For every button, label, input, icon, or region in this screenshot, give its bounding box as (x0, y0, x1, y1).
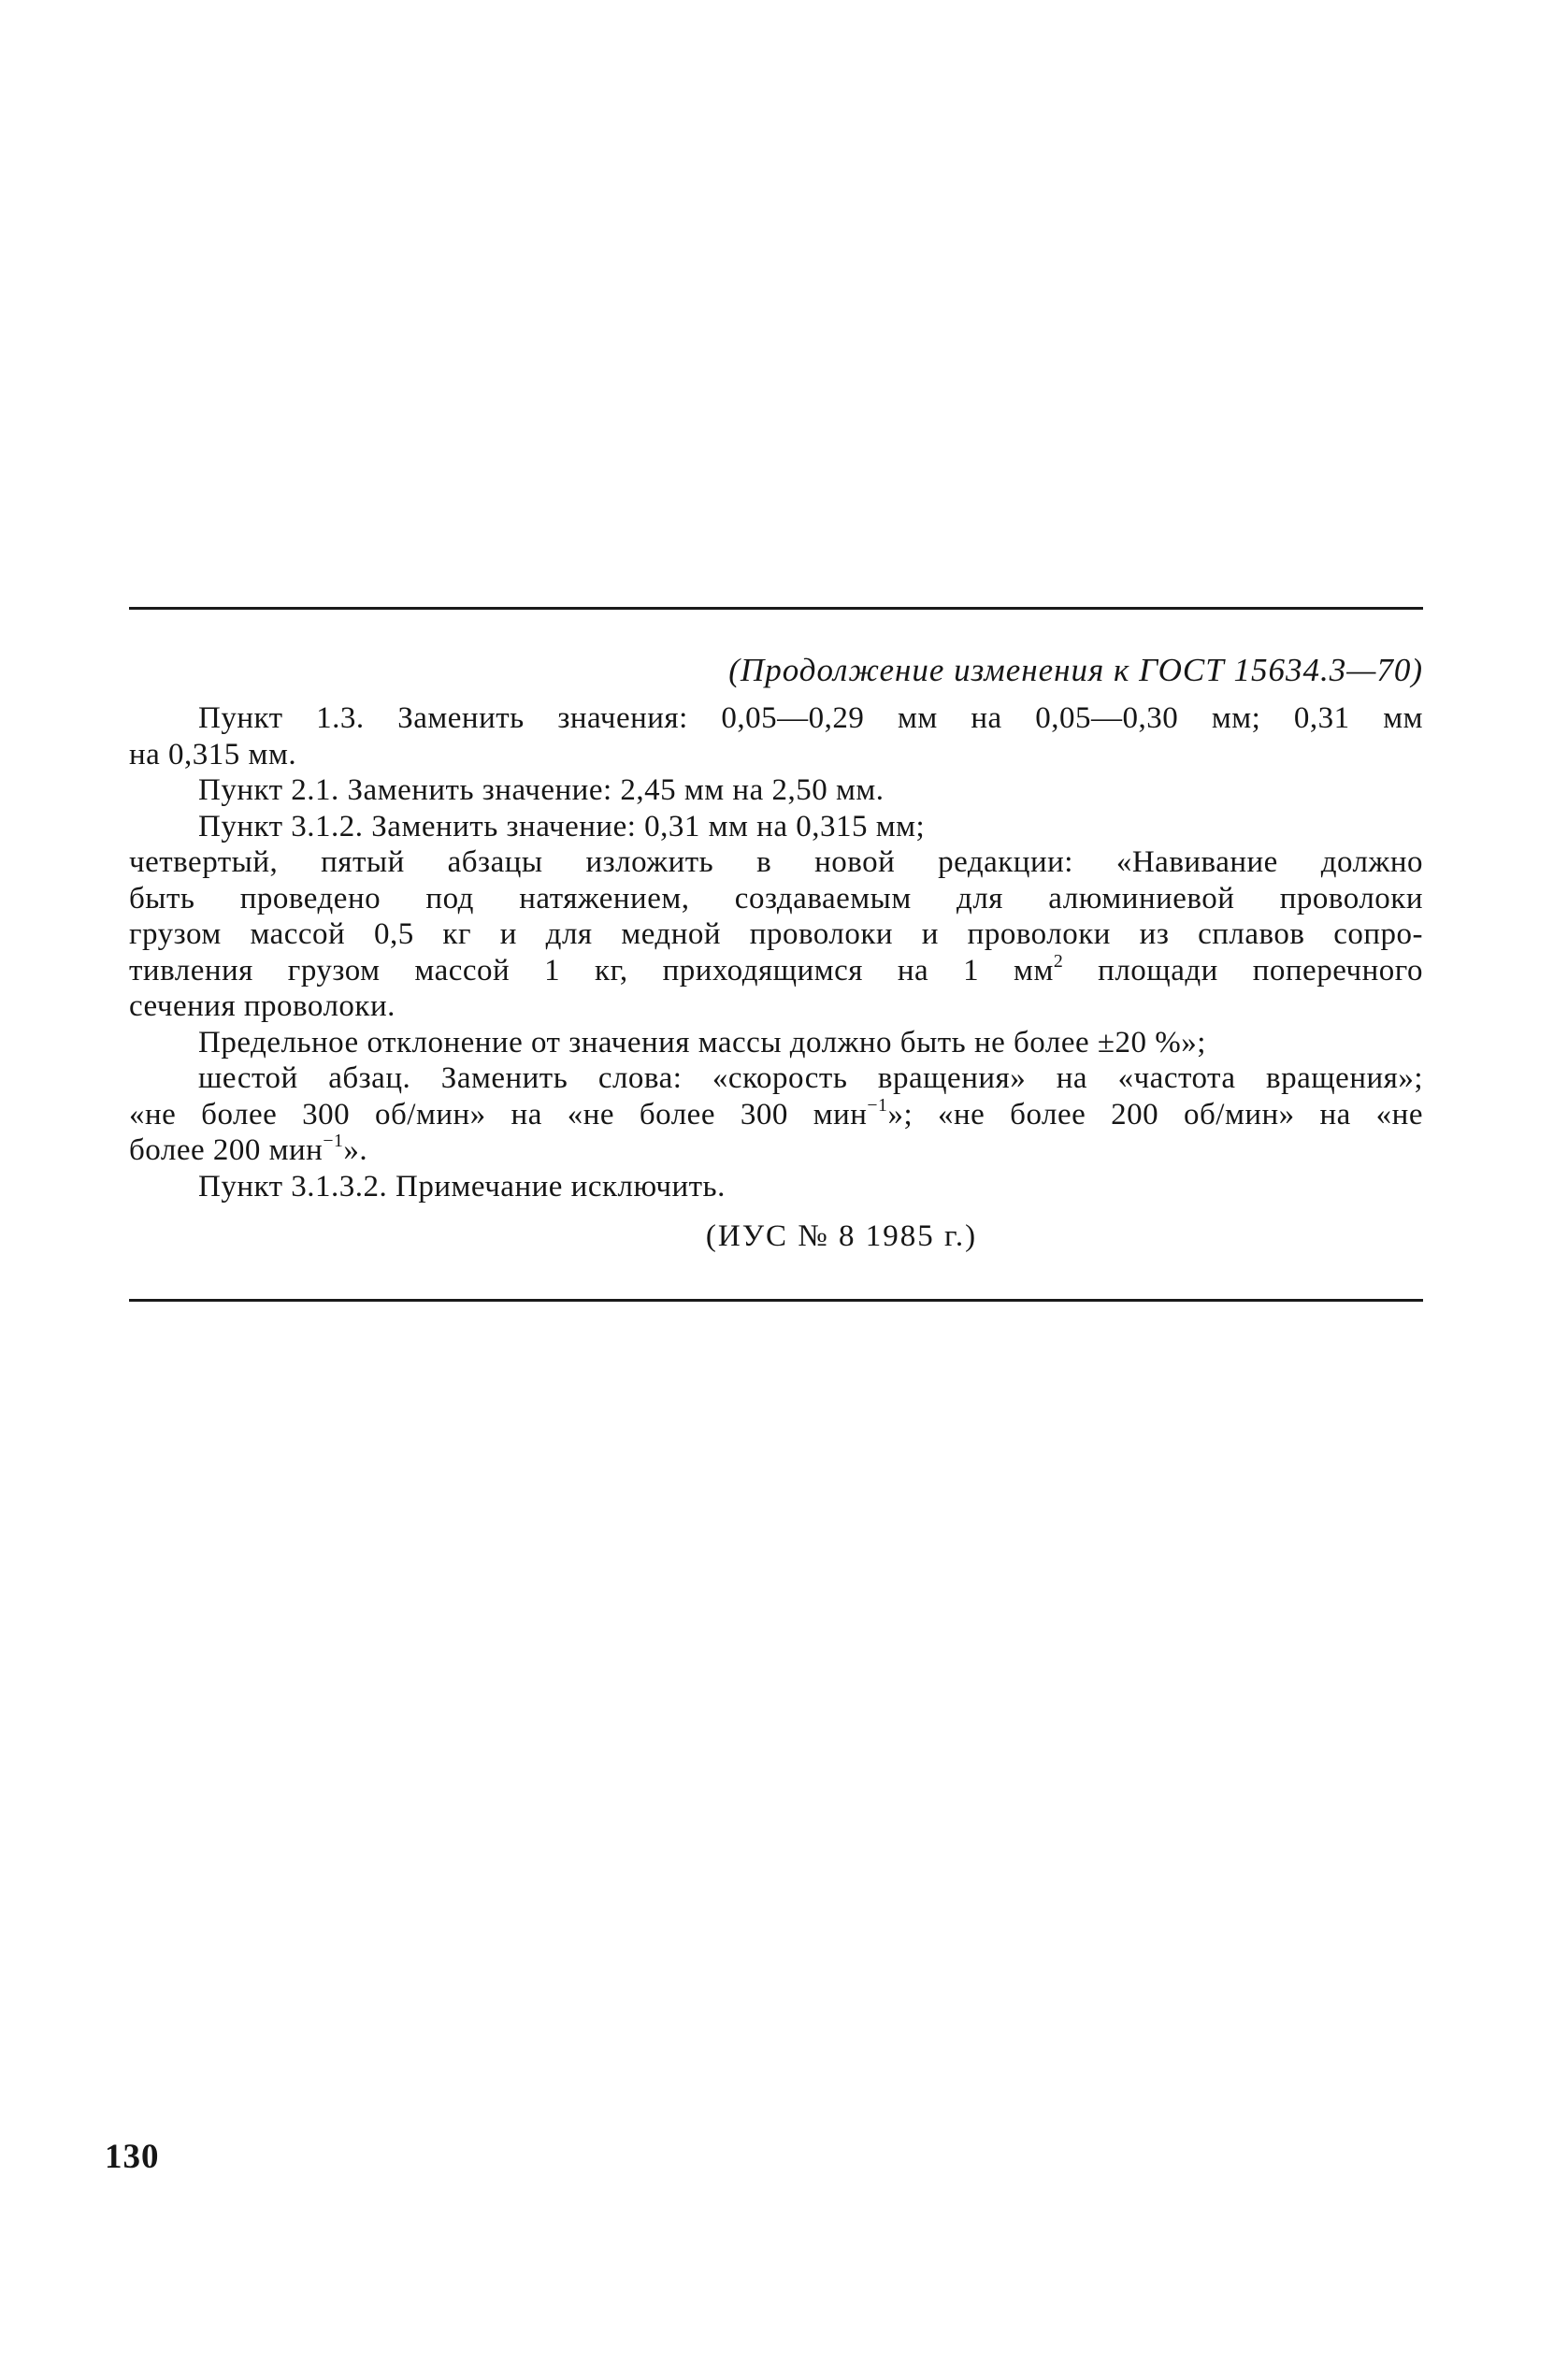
paragraph-6-abzats (129, 1060, 1423, 1169)
continuation-heading: (Продолжение изменения к ГОСТ 15634.3—70) (728, 652, 1423, 688)
paragraph-3-1-3-2 (129, 1169, 1423, 1205)
paragraph-4-5-abzats (129, 844, 1423, 1025)
paragraph-line: быть проведено под натяжением, создаваемым для алюминиевой проволоки (129, 881, 1423, 915)
superscript: −1 (323, 1131, 344, 1152)
text-fragment: тивления грузом массой 1 кг, приходящимся на 1 мм (129, 953, 1054, 987)
text-fragment: «не более 300 об/мин» на «не более 300 мин (129, 1097, 868, 1132)
bottom-rule (129, 1299, 1423, 1302)
paragraph-line: сечения проволоки. (129, 989, 396, 1023)
text-fragment: более 200 мин (129, 1133, 324, 1167)
text-fragment: »; «не более 200 об/мин» на «не (887, 1097, 1423, 1132)
paragraph-line: Пункт 2.1. Заменить значение: 2,45 мм на 2,50 мм. (198, 773, 885, 807)
paragraph-line: шестой абзац. Заменить слова: «скорость вращения» на «частота вращения»; (198, 1061, 1423, 1095)
paragraph-1-3 (129, 700, 1423, 772)
paragraph-line (129, 1132, 1423, 1169)
source-reference: (ИУС № 8 1985 г.) (705, 1219, 978, 1253)
paragraph-line: четвертый, пятый абзацы изложить в новой редакции: «Навивание должно (129, 845, 1423, 879)
top-rule (129, 607, 1423, 610)
paragraph-tolerance (129, 1025, 1423, 1061)
paragraph-line: Пункт 1.3. Заменить значения: 0,05—0,29 мм на 0,05—0,30 мм; 0,31 мм (198, 701, 1423, 735)
paragraph-line: Пункт 3.1.3.2. Примечание исключить. (198, 1169, 726, 1204)
text-fragment: площади поперечного (1063, 953, 1423, 987)
text-fragment: ». (343, 1133, 368, 1167)
amendment-text (129, 650, 1423, 1257)
superscript: 2 (1053, 950, 1064, 972)
paragraph-line: Предельное отклонение от значения массы должно быть не более ±20 %»; (198, 1025, 1206, 1059)
paragraph-2-1 (129, 772, 1423, 809)
paragraph-3-1-2 (129, 809, 1423, 845)
paragraph-line: грузом массой 0,5 кг и для медной проволоки и проволоки из сплавов сопро- (129, 917, 1423, 951)
page-number: 130 (105, 2138, 160, 2176)
superscript: −1 (867, 1094, 888, 1116)
paragraph-line (129, 950, 1423, 989)
paragraph-line: на 0,315 мм. (129, 737, 297, 771)
paragraph-line: Пункт 3.1.2. Заменить значение: 0,31 мм на 0,315 мм; (198, 809, 926, 843)
paragraph-line (129, 1094, 1423, 1133)
